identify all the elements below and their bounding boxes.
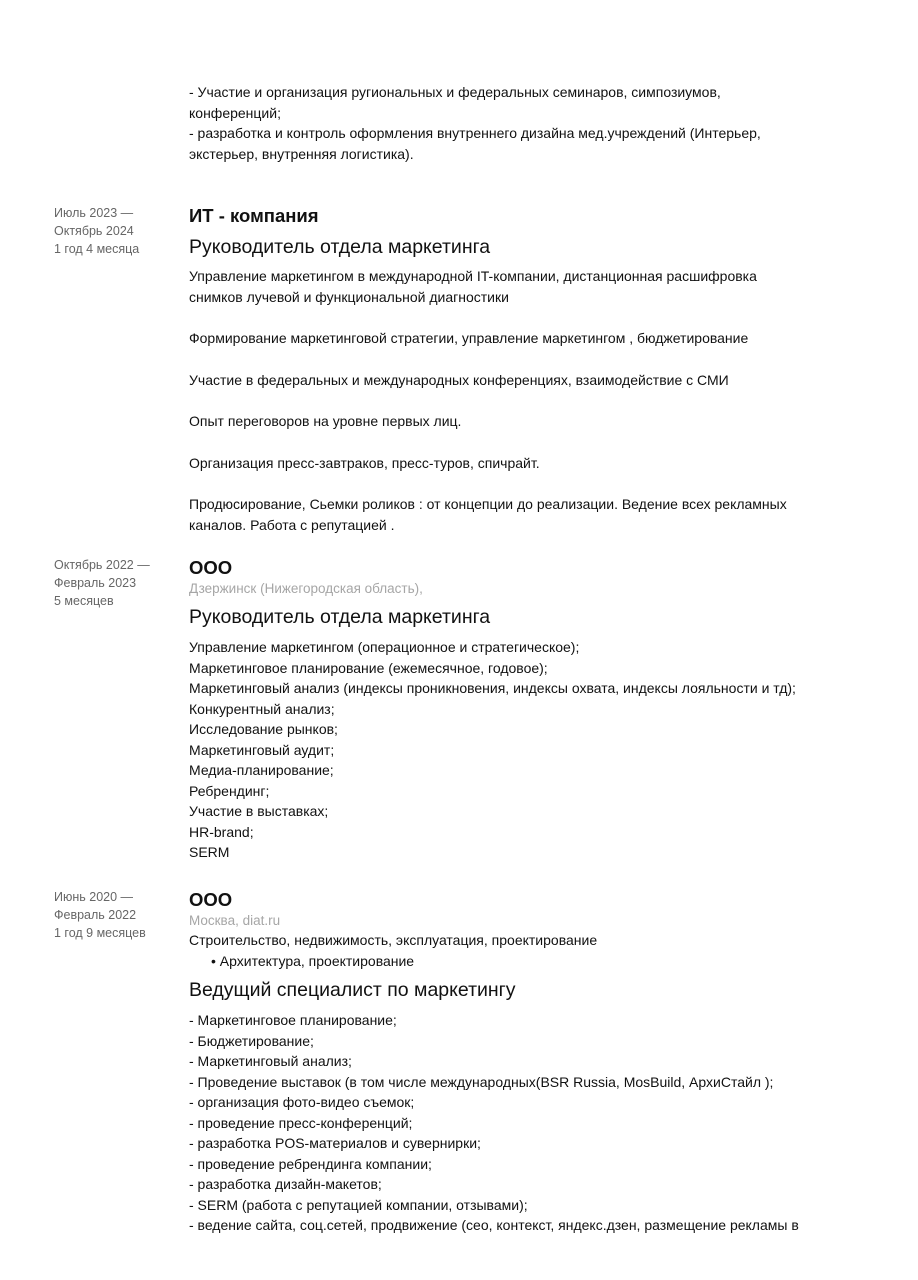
description-paragraph bbox=[189, 453, 879, 474]
period-end: Февраль 2022 bbox=[54, 908, 137, 922]
work-period bbox=[54, 556, 179, 610]
previous-job-description-tail bbox=[189, 82, 889, 164]
text-line: каналов. Работа с репутацией . bbox=[189, 516, 395, 533]
text-line: Медиа-планирование; bbox=[189, 762, 334, 778]
job-description bbox=[189, 266, 879, 535]
period-duration: 1 год 9 месяцев bbox=[54, 926, 146, 940]
text-line: Участие в федеральных и международных конференциях, взаимодействие с СМИ bbox=[189, 371, 729, 388]
position-title: Руководитель отдела маркетинга bbox=[189, 606, 491, 628]
text-line: - проведение ребрендинга компании; bbox=[189, 1155, 432, 1172]
company-name: ООО bbox=[189, 557, 233, 578]
text-line: Ребрендинг; bbox=[189, 782, 270, 799]
work-period bbox=[54, 888, 179, 942]
period-duration: 1 год 4 месяца bbox=[54, 242, 140, 256]
text-line: - Бюджетирование; bbox=[189, 1032, 314, 1049]
experience-content bbox=[189, 556, 879, 863]
period-duration: 5 месяцев bbox=[54, 594, 114, 608]
description-paragraph bbox=[189, 411, 879, 432]
company-name: ИТ - компания bbox=[189, 205, 319, 226]
text-line: Опыт переговоров на уровне первых лиц. bbox=[189, 413, 462, 429]
text-line: - проведение пресс-конференций; bbox=[189, 1114, 413, 1131]
experience-content bbox=[189, 888, 879, 1236]
text-line: Организация пресс-завтраков, пресс-туров, спичрайт. bbox=[189, 454, 540, 471]
text-line: - Участие и организация ругиональных и федеральных семинаров, симпозиумов, bbox=[189, 84, 721, 100]
description-paragraph bbox=[189, 494, 879, 535]
company-name: ООО bbox=[189, 889, 233, 910]
description-paragraph bbox=[189, 328, 879, 349]
company-industry: Строительство, недвижимость, эксплуатация, проектирование bbox=[189, 932, 598, 948]
text-line: - разработка дизайн-макетов; bbox=[189, 1176, 382, 1192]
period-start: Июнь 2020 — bbox=[54, 890, 134, 904]
text-line: Управление маркетингом в международной IT-компании, дистанционная расшифровка bbox=[189, 268, 757, 284]
text-line: Управление маркетингом (операционное и стратегическое); bbox=[189, 639, 580, 655]
text-line: снимков лучевой и функциональной диагностики bbox=[189, 288, 509, 305]
text-line: Участие в выставках; bbox=[189, 803, 329, 819]
period-start: Октябрь 2022 — bbox=[54, 558, 150, 572]
text-line: SERM bbox=[189, 844, 230, 860]
position-title: Ведущий специалист по маркетингу bbox=[189, 979, 516, 1001]
period-end: Февраль 2023 bbox=[54, 576, 137, 590]
company-industry-sub: • Архитектура, проектирование bbox=[211, 953, 415, 969]
text-line: Формирование маркетинговой стратегии, управление маркетингом , бюджетирование bbox=[189, 330, 749, 346]
text-line: - разработка POS-материалов и сувернирки; bbox=[189, 1135, 481, 1151]
job-description bbox=[189, 637, 879, 863]
text-line: Маркетинговый анализ (индексы проникновения, индексы охвата, индексы лояльности и тд); bbox=[189, 680, 796, 696]
work-period bbox=[54, 204, 179, 258]
text-line: - организация фото-видео съемок; bbox=[189, 1094, 415, 1110]
company-location: Дзержинск (Нижегородская область), bbox=[189, 581, 423, 596]
text-line: - Проведение выставок (в том числе международных(BSR Russia, MosBuild, АрхиСтайл ); bbox=[189, 1073, 774, 1090]
text-line: HR-brand; bbox=[189, 823, 254, 840]
job-description bbox=[189, 1010, 879, 1236]
period-end: Октябрь 2024 bbox=[54, 224, 134, 238]
text-line: - SERM (работа с репутацией компании, отзывами); bbox=[189, 1196, 528, 1213]
text-line: Продюсирование, Сьемки роликов : от концепции до реализации. Ведение всех рекламных bbox=[189, 496, 787, 512]
text-line: экстерьер, внутренняя логистика). bbox=[189, 145, 414, 162]
description-paragraph bbox=[189, 370, 879, 391]
experience-content bbox=[189, 204, 879, 535]
text-line: Маркетинговое планирование (ежемесячное, годовое); bbox=[189, 659, 548, 676]
text-line: - Маркетинговое планирование; bbox=[189, 1012, 397, 1028]
text-line: конференций; bbox=[189, 104, 281, 121]
text-line: - Маркетинговый анализ; bbox=[189, 1053, 352, 1069]
text-line: - разработка и контроль оформления внутреннего дизайна мед.учреждений (Интерьер, bbox=[189, 125, 761, 141]
description-paragraph bbox=[189, 266, 879, 307]
text-line: Маркетинговый аудит; bbox=[189, 741, 335, 758]
position-title: Руководитель отдела маркетинга bbox=[189, 236, 491, 258]
company-location: Москва, diat.ru bbox=[189, 913, 281, 928]
text-line: - ведение сайта, соц.сетей, продвижение (сео, контекст, яндекс.дзен, размещение рекламы в bbox=[189, 1217, 799, 1233]
period-start: Июль 2023 — bbox=[54, 206, 134, 220]
text-line: Конкурентный анализ; bbox=[189, 700, 335, 717]
text-line: Исследование рынков; bbox=[189, 721, 338, 737]
